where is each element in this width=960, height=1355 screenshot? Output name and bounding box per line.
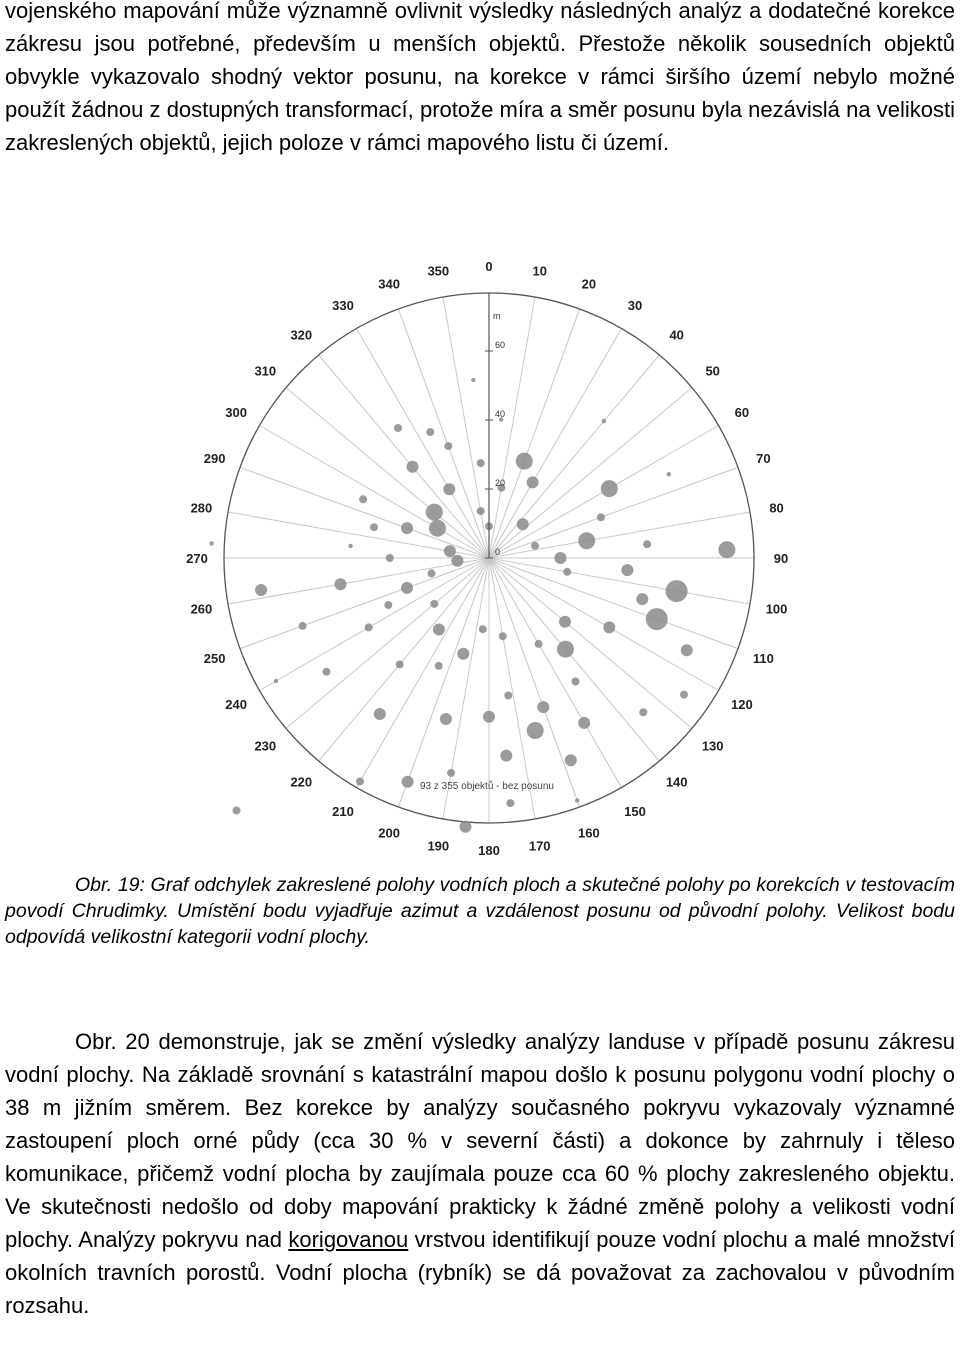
data-point	[426, 504, 443, 521]
data-point	[384, 601, 392, 609]
data-point	[356, 777, 364, 785]
azimuth-label-330: 330	[332, 298, 354, 314]
caption-text: Obr. 19: Graf odchylek zakreslené polohy vodních ploch a skutečné polohy po korekcích v testovacím povodí Chrudimky. Umístění bodu vyjadřuje azimut a vzdálenost posunu od původní polohy. Velikost bodu odpovídá velikostní kategorii vodní plochy.	[5, 874, 955, 948]
azimuth-line-130	[489, 558, 692, 728]
azimuth-label-150: 150	[624, 803, 646, 819]
azimuth-label-30: 30	[627, 298, 643, 314]
data-point	[666, 580, 688, 602]
data-point	[444, 545, 456, 557]
data-point	[516, 453, 533, 470]
data-point	[440, 713, 452, 725]
data-point	[639, 708, 647, 716]
azimuth-label-160: 160	[578, 825, 600, 841]
azimuth-label-0: 0	[485, 260, 493, 274]
data-point	[433, 624, 445, 636]
chart-svg	[0, 260, 960, 860]
azimuth-label-90: 90	[773, 551, 789, 566]
azimuth-label-190: 190	[427, 838, 450, 854]
data-point	[575, 798, 579, 802]
azimuth-label-250: 250	[203, 650, 226, 666]
data-point	[370, 523, 378, 531]
data-point	[430, 600, 438, 608]
data-point	[636, 593, 648, 605]
azimuth-line-70	[489, 467, 738, 558]
data-point	[646, 608, 668, 630]
data-point	[578, 532, 595, 549]
data-point	[335, 578, 347, 590]
azimuth-line-50	[489, 388, 692, 558]
azimuth-label-280: 280	[190, 500, 213, 516]
data-point	[323, 668, 331, 676]
data-point	[572, 678, 580, 686]
azimuth-line-160	[489, 558, 580, 807]
data-point	[601, 480, 618, 497]
azimuth-label-50: 50	[705, 363, 720, 379]
data-point	[443, 483, 455, 495]
data-point	[426, 428, 434, 436]
azimuth-label-60: 60	[734, 405, 750, 420]
data-point	[554, 552, 566, 564]
no-shift-annotation: 93 z 355 objektů - bez posunu	[420, 781, 554, 792]
data-point	[504, 692, 512, 700]
data-point	[578, 717, 590, 729]
azimuth-line-200	[398, 558, 489, 807]
data-point	[477, 459, 485, 467]
azimuth-label-170: 170	[528, 838, 551, 854]
azimuth-line-250	[240, 558, 489, 649]
data-point	[365, 623, 373, 631]
data-point	[407, 461, 419, 473]
data-point	[460, 821, 472, 833]
top-paragraph: vojenského mapování může významně ovlivnit výsledky následných analýz a dodatečné korekce zákresu jsou potřebné, především u menších objektů. Přestože několik sousedních objektů obvykle vykazovalo shodný vektor posunu, na korekce v rámci širšího území nebylo možné použít žádnou z dostupných transformací, protože míra a směr posunu byla nezávislá na velikosti zakreslených objektů, jejich poloze v rámci mapového listu či území.	[5, 0, 955, 155]
azimuth-label-290: 290	[203, 451, 226, 467]
data-point	[255, 584, 267, 596]
azimuth-label-140: 140	[665, 774, 688, 790]
data-point	[527, 722, 544, 739]
azimuth-label-100: 100	[765, 601, 788, 617]
azimuth-label-130: 130	[701, 738, 724, 754]
data-point	[680, 691, 688, 699]
data-point	[401, 522, 413, 534]
data-point	[435, 662, 443, 670]
korigovanou-link[interactable]: korigovanou	[288, 1227, 409, 1252]
azimuth-line-140	[489, 558, 659, 761]
data-point	[565, 754, 577, 766]
data-point	[209, 541, 213, 545]
data-point	[428, 569, 436, 577]
data-point	[499, 632, 507, 640]
azimuth-label-210: 210	[332, 803, 354, 819]
data-point	[348, 544, 352, 548]
azimuth-line-340	[398, 309, 489, 558]
data-point	[531, 542, 539, 550]
data-point	[402, 776, 414, 788]
data-point	[506, 799, 514, 807]
data-point	[483, 711, 495, 723]
azimuth-label-20: 20	[581, 276, 597, 292]
data-point	[500, 750, 512, 762]
data-point	[359, 495, 367, 503]
data-point	[602, 419, 606, 423]
bottom-paragraph	[5, 1025, 955, 1322]
bottom-paragraph-text: Obr. 20 demonstruje, jak se změní výsledky analýzy landuse v případě posunu zákresu vodní plochy. Na základě srovnání s katastrální mapou došlo k posunu polygonu vodní plochy o 38 m jižním směrem. Bez korekce by analýzy současného pokryvu vykazovaly významné zastoupení ploch orné půdy (cca 30 % v severní části) a dokonce by zahrnuly i těleso komunikace, přičemž vodní plocha by zaujímala pouze cca 60 % plochy zakresleného objektu. Ve skutečnosti nedošlo od doby mapování prakticky k žádné změně polohy a velikosti vodní plochy. Analýzy pokryvu nad	[5, 1029, 955, 1252]
data-point	[299, 622, 307, 630]
radial-tick-label-60: 60	[495, 340, 506, 350]
radial-tick-label-20: 20	[495, 478, 506, 488]
azimuth-label-70: 70	[756, 451, 771, 467]
azimuth-label-300: 300	[225, 405, 247, 420]
polar-deviation-chart	[0, 260, 960, 860]
azimuth-label-120: 120	[731, 697, 753, 712]
data-point	[386, 554, 394, 562]
data-point	[643, 540, 651, 548]
data-point	[681, 644, 693, 656]
azimuth-label-260: 260	[190, 601, 213, 617]
data-point	[597, 513, 605, 521]
data-point	[444, 442, 452, 450]
data-point	[457, 648, 469, 660]
data-point	[471, 378, 475, 382]
azimuth-label-110: 110	[752, 650, 774, 666]
azimuth-line-310	[286, 388, 489, 558]
azimuth-label-40: 40	[669, 327, 684, 343]
data-point	[274, 679, 278, 683]
radial-tick-label-0: 0	[495, 547, 501, 557]
data-point	[667, 472, 671, 476]
bottom-paragraph-end: vrstvou identifikují pouze vodní plochu a malé množství okolních travních porostů. Vodní plocha (rybník) se dá považovat za zachovalou v původním rozsahu.	[5, 1227, 955, 1318]
data-point	[718, 541, 735, 558]
radial-unit-label: m	[493, 311, 501, 321]
data-point	[451, 555, 463, 567]
azimuth-label-310: 310	[254, 363, 277, 379]
azimuth-label-270: 270	[186, 551, 208, 566]
azimuth-label-200: 200	[378, 825, 400, 841]
figure-caption	[5, 872, 955, 950]
azimuth-line-110	[489, 558, 738, 649]
data-points	[209, 378, 735, 833]
data-point	[429, 520, 446, 537]
azimuth-label-240: 240	[225, 697, 247, 712]
data-point	[559, 616, 571, 628]
azimuth-label-220: 220	[290, 774, 313, 790]
data-point	[401, 582, 413, 594]
data-point	[621, 564, 633, 576]
data-point	[233, 807, 241, 815]
data-point	[563, 568, 571, 576]
data-point	[537, 701, 549, 713]
azimuth-label-80: 80	[769, 500, 784, 516]
azimuth-label-230: 230	[254, 738, 277, 754]
azimuth-line-290	[240, 467, 489, 558]
data-point	[447, 769, 455, 777]
data-point	[535, 640, 543, 648]
north-axis	[485, 293, 505, 558]
azimuth-label-340: 340	[378, 276, 400, 292]
data-point	[477, 507, 485, 515]
data-point	[479, 625, 487, 633]
azimuth-label-10: 10	[532, 263, 547, 279]
radial-tick-label-40: 40	[495, 409, 506, 419]
azimuth-label-320: 320	[290, 327, 313, 343]
data-point	[557, 641, 574, 658]
data-point	[374, 708, 386, 720]
azimuth-label-180: 180	[478, 843, 500, 858]
azimuth-line-40	[489, 355, 659, 558]
azimuth-label-350: 350	[427, 263, 450, 279]
data-point	[517, 518, 529, 530]
data-point	[396, 660, 404, 668]
azimuth-line-230	[286, 558, 489, 728]
data-point	[394, 424, 402, 432]
data-point	[603, 621, 615, 633]
data-point	[527, 476, 539, 488]
